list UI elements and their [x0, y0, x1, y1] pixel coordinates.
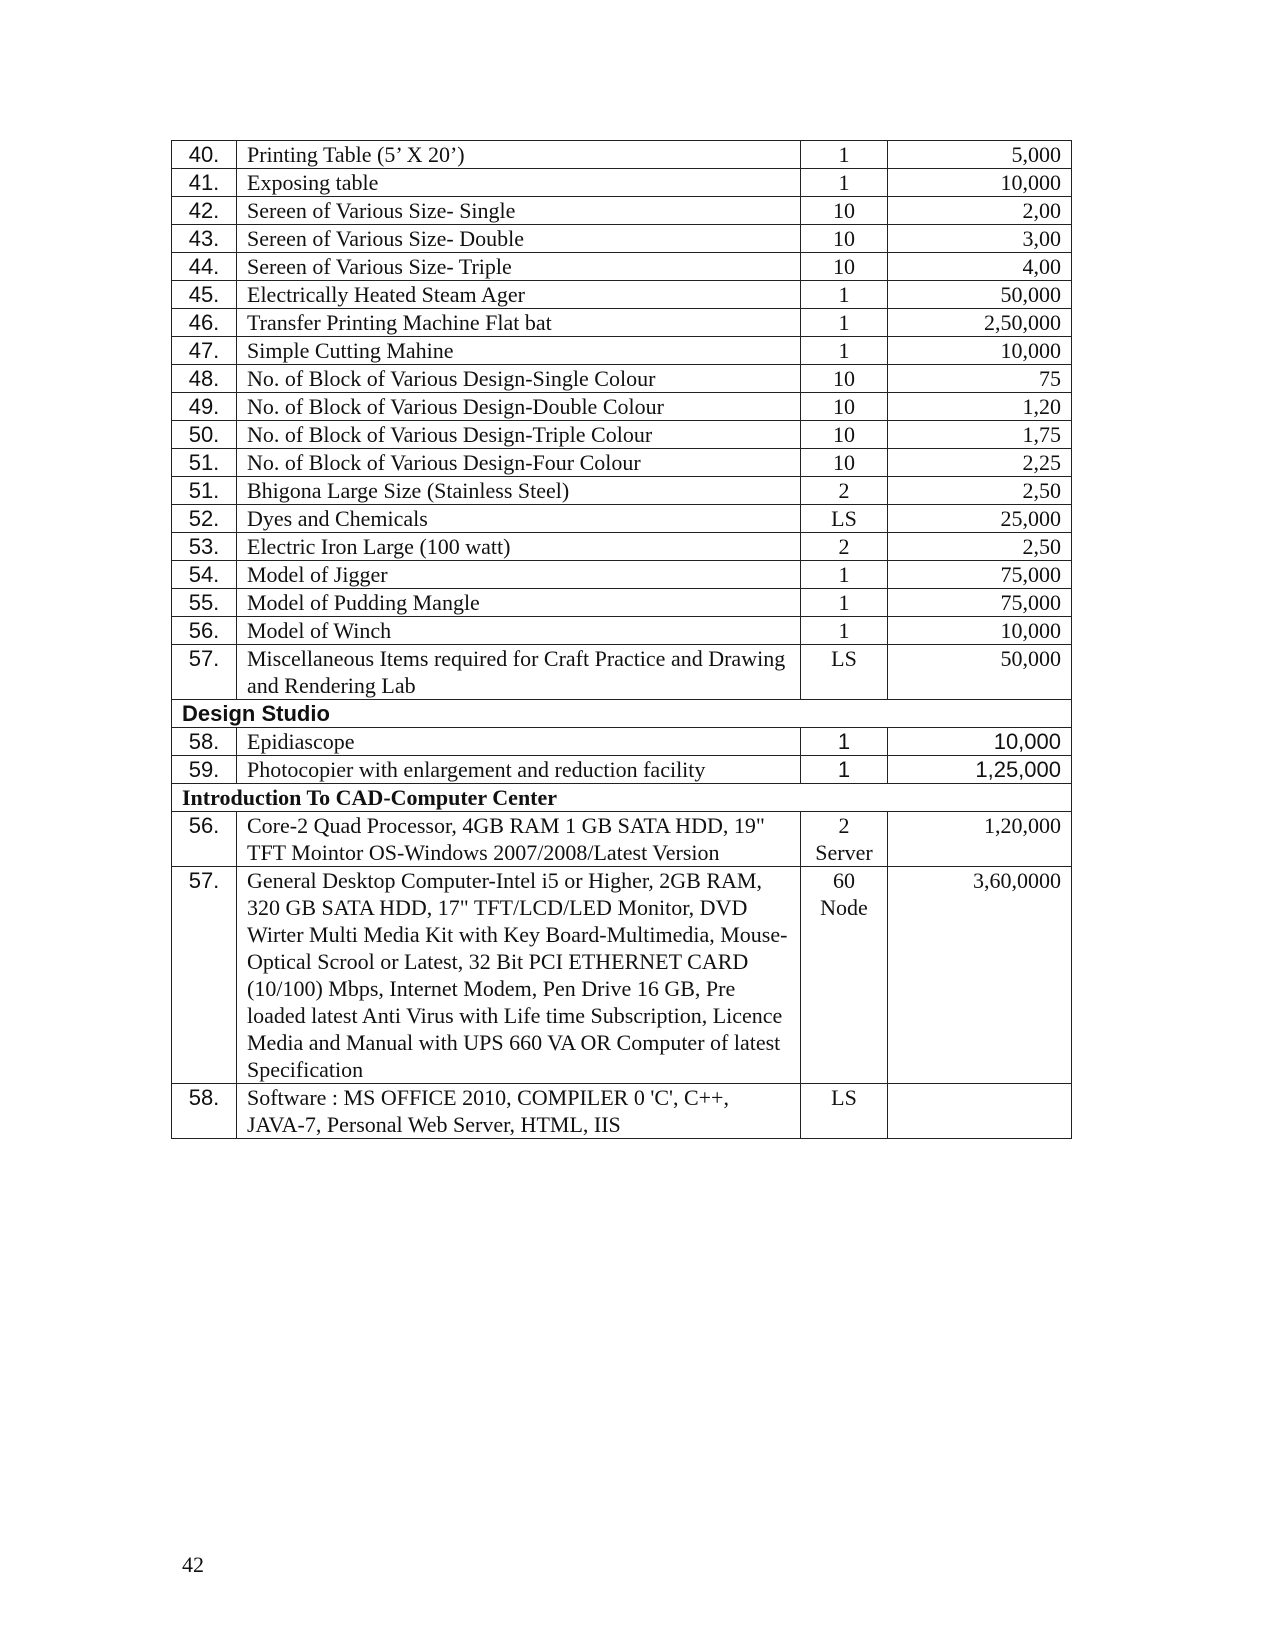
- item-description-cell: Model of Pudding Mangle: [237, 589, 801, 617]
- table-row: [172, 141, 1072, 169]
- quantity-text: 1: [838, 282, 850, 307]
- item-cost-cell: 50,000: [888, 281, 1072, 309]
- table-body: [172, 141, 1072, 1139]
- item-quantity-cell: [801, 728, 888, 756]
- quantity-text: 1: [837, 729, 851, 754]
- item-description-cell: Software : MS OFFICE 2010, COMPILER 0 'C', C++, JAVA-7, Personal Web Server, HTML, IIS: [237, 1084, 801, 1139]
- item-description-cell: No. of Block of Various Design-Single Colour: [237, 365, 801, 393]
- item-quantity-cell: [801, 561, 888, 589]
- table-row: [172, 1084, 1072, 1139]
- quantity-text: 60: [833, 868, 855, 893]
- section-header-row: [172, 700, 1072, 728]
- item-cost-cell: 75,000: [888, 589, 1072, 617]
- table-row: [172, 365, 1072, 393]
- item-description-cell: Sereen of Various Size- Triple: [237, 253, 801, 281]
- quantity-text: 10: [833, 422, 855, 447]
- item-quantity-cell: [801, 337, 888, 365]
- equipment-table: [171, 140, 1072, 1139]
- item-cost-cell: 50,000: [888, 645, 1072, 700]
- section-title: Introduction To CAD-Computer Center: [172, 784, 1072, 812]
- item-cost-cell: 2,25: [888, 449, 1072, 477]
- table-row: [172, 561, 1072, 589]
- table-row: [172, 756, 1072, 784]
- quantity-text: 10: [833, 366, 855, 391]
- item-number-cell: 49.: [172, 393, 237, 421]
- item-cost-cell: [888, 1084, 1072, 1139]
- item-cost-cell: 4,00: [888, 253, 1072, 281]
- item-number-cell: 40.: [172, 141, 237, 169]
- item-cost-cell: 10,000: [888, 169, 1072, 197]
- table-row: [172, 225, 1072, 253]
- table-row: [172, 812, 1072, 867]
- item-quantity-cell: [801, 309, 888, 337]
- item-quantity-cell: [801, 281, 888, 309]
- quantity-text: 1: [838, 170, 850, 195]
- quantity-text: Server: [815, 840, 873, 865]
- item-cost-cell: 2,00: [888, 197, 1072, 225]
- quantity-text: 1: [838, 310, 850, 335]
- table-row: [172, 337, 1072, 365]
- item-description-cell: Miscellaneous Items required for Craft Practice and Drawing and Rendering Lab: [237, 645, 801, 700]
- item-cost-cell: 1,20,000: [888, 812, 1072, 867]
- item-quantity-cell: [801, 449, 888, 477]
- item-quantity-cell: [801, 533, 888, 561]
- item-number-cell: 43.: [172, 225, 237, 253]
- item-description-cell: No. of Block of Various Design-Four Colour: [237, 449, 801, 477]
- item-number-cell: 47.: [172, 337, 237, 365]
- item-description-cell: Core-2 Quad Processor, 4GB RAM 1 GB SATA HDD, 19" TFT Mointor OS-Windows 2007/2008/Latest Version: [237, 812, 801, 867]
- item-description-cell: No. of Block of Various Design-Double Colour: [237, 393, 801, 421]
- table-row: [172, 505, 1072, 533]
- item-quantity-cell: [801, 197, 888, 225]
- quantity-text: 10: [833, 394, 855, 419]
- item-number-cell: 41.: [172, 169, 237, 197]
- item-number-cell: 58.: [172, 728, 237, 756]
- item-number-cell: 56.: [172, 617, 237, 645]
- item-number-cell: 53.: [172, 533, 237, 561]
- item-description-cell: Dyes and Chemicals: [237, 505, 801, 533]
- item-number-cell: 42.: [172, 197, 237, 225]
- quantity-text: LS: [831, 646, 857, 671]
- item-quantity-cell: [801, 1084, 888, 1139]
- item-description-cell: Bhigona Large Size (Stainless Steel): [237, 477, 801, 505]
- item-quantity-cell: [801, 812, 888, 867]
- quantity-text: 1: [838, 590, 850, 615]
- item-description-cell: Electrically Heated Steam Ager: [237, 281, 801, 309]
- item-number-cell: 51.: [172, 477, 237, 505]
- table-row: [172, 477, 1072, 505]
- quantity-text: 2: [838, 534, 850, 559]
- item-quantity-cell: [801, 169, 888, 197]
- item-description-cell: Transfer Printing Machine Flat bat: [237, 309, 801, 337]
- item-cost-cell: 10,000: [888, 617, 1072, 645]
- item-description-cell: General Desktop Computer-Intel i5 or Higher, 2GB RAM, 320 GB SATA HDD, 17" TFT/LCD/LED Monitor, DVD Wirter Multi Media Kit with Key Board-Multimedia, Mouse- Optical Scrool or Latest, 32 Bit PCI ETHERNET CARD (10/100) Mbps, Internet Modem, Pen Drive 16 GB, Pre loaded latest Anti Virus with Life time Subscription, Licence Media and Manual with UPS 660 VA OR Computer of latest Specification: [237, 867, 801, 1084]
- item-description-cell: Model of Winch: [237, 617, 801, 645]
- table-row: [172, 645, 1072, 700]
- item-cost-cell: 3,00: [888, 225, 1072, 253]
- quantity-text: 1: [838, 618, 850, 643]
- item-quantity-cell: [801, 645, 888, 700]
- table-row: [172, 867, 1072, 1084]
- quantity-text: LS: [831, 506, 857, 531]
- item-description-cell: Model of Jigger: [237, 561, 801, 589]
- item-cost-cell: 2,50,000: [888, 309, 1072, 337]
- item-number-cell: 59.: [172, 756, 237, 784]
- item-cost-cell: 5,000: [888, 141, 1072, 169]
- item-number-cell: 44.: [172, 253, 237, 281]
- page-number: 42: [182, 1552, 204, 1577]
- item-description-cell: Simple Cutting Mahine: [237, 337, 801, 365]
- item-cost-cell: 75,000: [888, 561, 1072, 589]
- item-description-cell: Epidiascope: [237, 728, 801, 756]
- quantity-text: LS: [831, 1085, 857, 1110]
- item-quantity-cell: [801, 617, 888, 645]
- item-quantity-cell: [801, 365, 888, 393]
- quantity-text: 1: [838, 562, 850, 587]
- item-description-cell: Printing Table (5’ X 20’): [237, 141, 801, 169]
- item-number-cell: 46.: [172, 309, 237, 337]
- quantity-text: 10: [833, 254, 855, 279]
- table-row: [172, 421, 1072, 449]
- item-quantity-cell: [801, 421, 888, 449]
- item-quantity-cell: [801, 505, 888, 533]
- item-number-cell: 48.: [172, 365, 237, 393]
- item-cost-cell: 2,50: [888, 477, 1072, 505]
- quantity-text: 1: [837, 757, 851, 782]
- item-cost-cell: 75: [888, 365, 1072, 393]
- table-row: [172, 253, 1072, 281]
- item-cost-cell: 1,20: [888, 393, 1072, 421]
- table-row: [172, 309, 1072, 337]
- item-cost-cell: 10,000: [888, 337, 1072, 365]
- item-quantity-cell: [801, 756, 888, 784]
- item-quantity-cell: [801, 589, 888, 617]
- item-description-cell: No. of Block of Various Design-Triple Colour: [237, 421, 801, 449]
- quantity-text: 10: [833, 198, 855, 223]
- item-quantity-cell: [801, 225, 888, 253]
- item-quantity-cell: [801, 477, 888, 505]
- item-cost-cell: 1,25,000: [888, 756, 1072, 784]
- table-row: [172, 169, 1072, 197]
- item-quantity-cell: [801, 141, 888, 169]
- item-cost-cell: 1,75: [888, 421, 1072, 449]
- item-description-cell: Exposing table: [237, 169, 801, 197]
- quantity-text: 2: [838, 813, 850, 838]
- quantity-text: 10: [833, 226, 855, 251]
- item-description-cell: Sereen of Various Size- Single: [237, 197, 801, 225]
- item-number-cell: 50.: [172, 421, 237, 449]
- item-description-cell: Photocopier with enlargement and reduction facility: [237, 756, 801, 784]
- item-number-cell: 56.: [172, 812, 237, 867]
- item-number-cell: 57.: [172, 645, 237, 700]
- item-cost-cell: 10,000: [888, 728, 1072, 756]
- item-description-cell: Electric Iron Large (100 watt): [237, 533, 801, 561]
- item-cost-cell: 3,60,0000: [888, 867, 1072, 1084]
- item-quantity-cell: [801, 393, 888, 421]
- section-header-row: [172, 784, 1072, 812]
- quantity-text: 1: [838, 142, 850, 167]
- table-row: [172, 393, 1072, 421]
- table-row: [172, 728, 1072, 756]
- item-number-cell: 58.: [172, 1084, 237, 1139]
- item-number-cell: 52.: [172, 505, 237, 533]
- quantity-text: 10: [833, 450, 855, 475]
- quantity-text: 1: [838, 338, 850, 363]
- item-cost-cell: 25,000: [888, 505, 1072, 533]
- section-title: Design Studio: [172, 700, 1072, 728]
- item-description-cell: Sereen of Various Size- Double: [237, 225, 801, 253]
- quantity-text: Node: [820, 895, 868, 920]
- item-quantity-cell: [801, 867, 888, 1084]
- table-row: [172, 589, 1072, 617]
- quantity-text: 2: [838, 478, 850, 503]
- item-number-cell: 51.: [172, 449, 237, 477]
- table-row: [172, 197, 1072, 225]
- item-number-cell: 45.: [172, 281, 237, 309]
- item-quantity-cell: [801, 253, 888, 281]
- item-cost-cell: 2,50: [888, 533, 1072, 561]
- table-row: [172, 533, 1072, 561]
- item-number-cell: 54.: [172, 561, 237, 589]
- table-row: [172, 617, 1072, 645]
- table-row: [172, 281, 1072, 309]
- item-number-cell: 55.: [172, 589, 237, 617]
- table-row: [172, 449, 1072, 477]
- item-number-cell: 57.: [172, 867, 237, 1084]
